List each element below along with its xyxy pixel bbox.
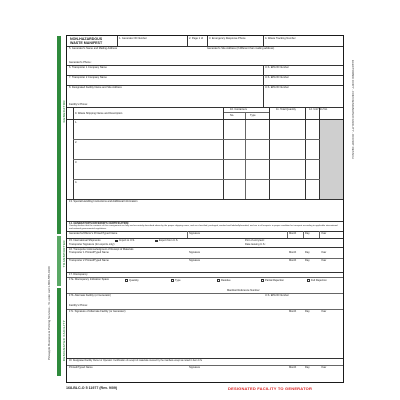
shipping-row-3[interactable]: 3. (75, 161, 78, 164)
special-handling-field[interactable]: 13. Special Handling Instructions and Additional Information (69, 200, 138, 203)
alternate-facility-field[interactable]: 17b. Alternate Facility (or Generator) (69, 294, 111, 297)
cert-month: Month (289, 232, 297, 235)
form-title-2: WASTE MANIFEST (70, 41, 103, 45)
generator-signature[interactable]: Signature (189, 232, 201, 235)
shipping-row-2[interactable]: 2. (75, 141, 78, 144)
ack1-month: Month (289, 251, 297, 254)
shaded-column (320, 120, 343, 199)
transporter1-signature[interactable]: Signature (189, 251, 201, 254)
transporter-bar (57, 236, 61, 286)
ack2-day: Day (305, 259, 310, 262)
facility-phone-field[interactable]: Facility's Phone: (69, 103, 88, 106)
shipping-row-1[interactable]: 1. (75, 121, 78, 124)
transporter1-epa-field[interactable]: U.S. EPA ID Number (265, 66, 289, 69)
alternate-signature-field[interactable]: 17c. Signature of Alternate Facility (or Generator) (69, 310, 126, 313)
final-day: Day (305, 366, 310, 369)
facility-epa-field[interactable]: U.S. EPA ID Number (265, 86, 289, 89)
cert-day: Day (305, 232, 310, 235)
manifest-form (66, 35, 344, 383)
discrepancy-label: 17. Discrepancy (69, 273, 88, 276)
transporter1-name-field[interactable]: 6. Transporter 1 Company Name (69, 66, 107, 69)
partial-rejection-checkbox[interactable] (261, 279, 264, 282)
transporter2-epa-field[interactable]: U.S. EPA ID Number (265, 76, 289, 79)
copy-designation: DESIGNATED FACILITY TO GENERATOR (228, 386, 313, 391)
ack1-day: Day (305, 251, 310, 254)
ack2-year: Year (321, 259, 327, 262)
transporter2-printed-name[interactable]: Transporter 2 Printed/Typed Name (69, 259, 109, 262)
alt-day: Day (305, 310, 310, 313)
international-label: 15. International Shipments (69, 239, 101, 242)
full-rejection-checkbox[interactable] (307, 279, 310, 282)
generator-bar (57, 36, 61, 234)
emergency-phone-field[interactable]: 3. Emergency Response Phone (209, 37, 246, 40)
shipping-desc-header: 9. Waste Shipping Name and Description (75, 112, 123, 115)
export-checkbox[interactable] (155, 240, 158, 243)
certification-heading: 14. GENERATOR'S/OFFEROR'S CERTIFICATION: (69, 222, 130, 225)
form-title-1: NON-HAZARDOUS (70, 37, 103, 41)
container-type-header: Type (250, 114, 256, 117)
import-label: Import to U.S. (119, 239, 135, 242)
quantity-checkbox[interactable] (125, 279, 128, 282)
waste-tracking-field[interactable]: 4. Waste Tracking Number (265, 37, 296, 40)
alt-month: Month (289, 310, 297, 313)
form-number: 168-BLC-O 5 11977 (Rev. 9/09) (66, 386, 118, 390)
cert-year: Year (321, 232, 327, 235)
generator-label: GENERATOR (62, 100, 66, 123)
alternate-phone-field[interactable]: Facility's Phone: (69, 304, 88, 307)
ack2-month: Month (289, 259, 297, 262)
transporter-label: TRANSPORTER (62, 240, 66, 268)
final-signature[interactable]: Signature (189, 366, 201, 369)
generator-name-field[interactable]: 5. Generator's Name and Mailing Address (69, 47, 118, 50)
residue-label: Residue (221, 279, 231, 282)
import-checkbox[interactable] (115, 240, 118, 243)
quantity-label: Quantity (129, 279, 139, 282)
transporter2-signature[interactable]: Signature (189, 259, 201, 262)
left-margin-note: Pineapple Business & Printing Services - To order call 1-800-555-0100 (47, 266, 51, 360)
residue-checkbox[interactable] (217, 279, 220, 282)
manifest-ref-field[interactable]: Manifest Reference Number: (227, 289, 261, 292)
generator-phone-field[interactable]: Generator's Phone: (69, 61, 92, 64)
unit-header: 12. Unit Wt./Vol. (309, 108, 328, 111)
port-field[interactable]: Port of entry/exit: (245, 239, 265, 242)
final-month: Month (289, 366, 297, 369)
final-printed-name[interactable]: Printed/Typed Name (69, 366, 93, 369)
right-margin-note: ELECTRONIC COPY - FOR DESIGNATED FACILITY - DO NOT DETACH (351, 60, 355, 159)
partial-rejection-label: Partial Rejection (265, 279, 284, 282)
generator-printed-name[interactable]: Generator's/Offeror's Printed/Typed Name (69, 232, 118, 235)
type-checkbox[interactable] (171, 279, 174, 282)
container-no-header: No. (230, 114, 235, 117)
export-signature-field[interactable]: Transporter Signature (for exports only): (69, 243, 116, 246)
transporter1-printed-name[interactable]: Transporter 1 Printed/Typed Name (69, 251, 109, 254)
alternate-epa-field[interactable]: U.S. EPA ID Number (265, 294, 289, 297)
facility-name-field[interactable]: 8. Designated Facility Name and Site Address (69, 86, 122, 89)
export-label: Export from U.S. (159, 239, 179, 242)
discrepancy-indication-label: 17a. Discrepancy Indication Space (69, 278, 109, 281)
transporter2-name-field[interactable]: 7. Transporter 2 Company Name (69, 76, 107, 79)
type-label: Type (175, 279, 181, 282)
total-qty-header: 11. Total Quantity (276, 108, 296, 111)
alt-year: Year (321, 310, 327, 313)
ack-label: 16. Transporter Acknowledgment of Receipt of Materials (69, 248, 134, 251)
facility-label: DESIGNATED FACILITY (62, 320, 66, 362)
certification-text: I hereby declare that the contents of this consignment are fully and accurately described above by the proper shipping name, and are classified, packaged, marked and labeled/placarded, and are in all respects in proper condition for transport according to applicable international and national governmental regulations. (69, 225, 338, 230)
containers-header: 10. Containers (230, 108, 247, 111)
shipping-row-4[interactable]: 4. (75, 181, 78, 184)
final-year: Year (321, 366, 327, 369)
final-cert-label: 18. Designated Facility Owner or Operator: Certification of receipt of materials covered by the manifest except as noted in Item 17a (69, 360, 202, 362)
page-field[interactable]: 2. Page 1 of (189, 37, 203, 40)
generator-site-field[interactable]: Generator's Site Address (if different than mailing address) (207, 47, 275, 50)
generator-id-field[interactable]: 1. Generator ID Number (119, 37, 147, 40)
facility-bar (57, 288, 61, 376)
full-rejection-label: Full Rejection (311, 279, 327, 282)
ack1-year: Year (321, 251, 327, 254)
date-leaving-field[interactable]: Date leaving U.S.: (245, 243, 266, 246)
